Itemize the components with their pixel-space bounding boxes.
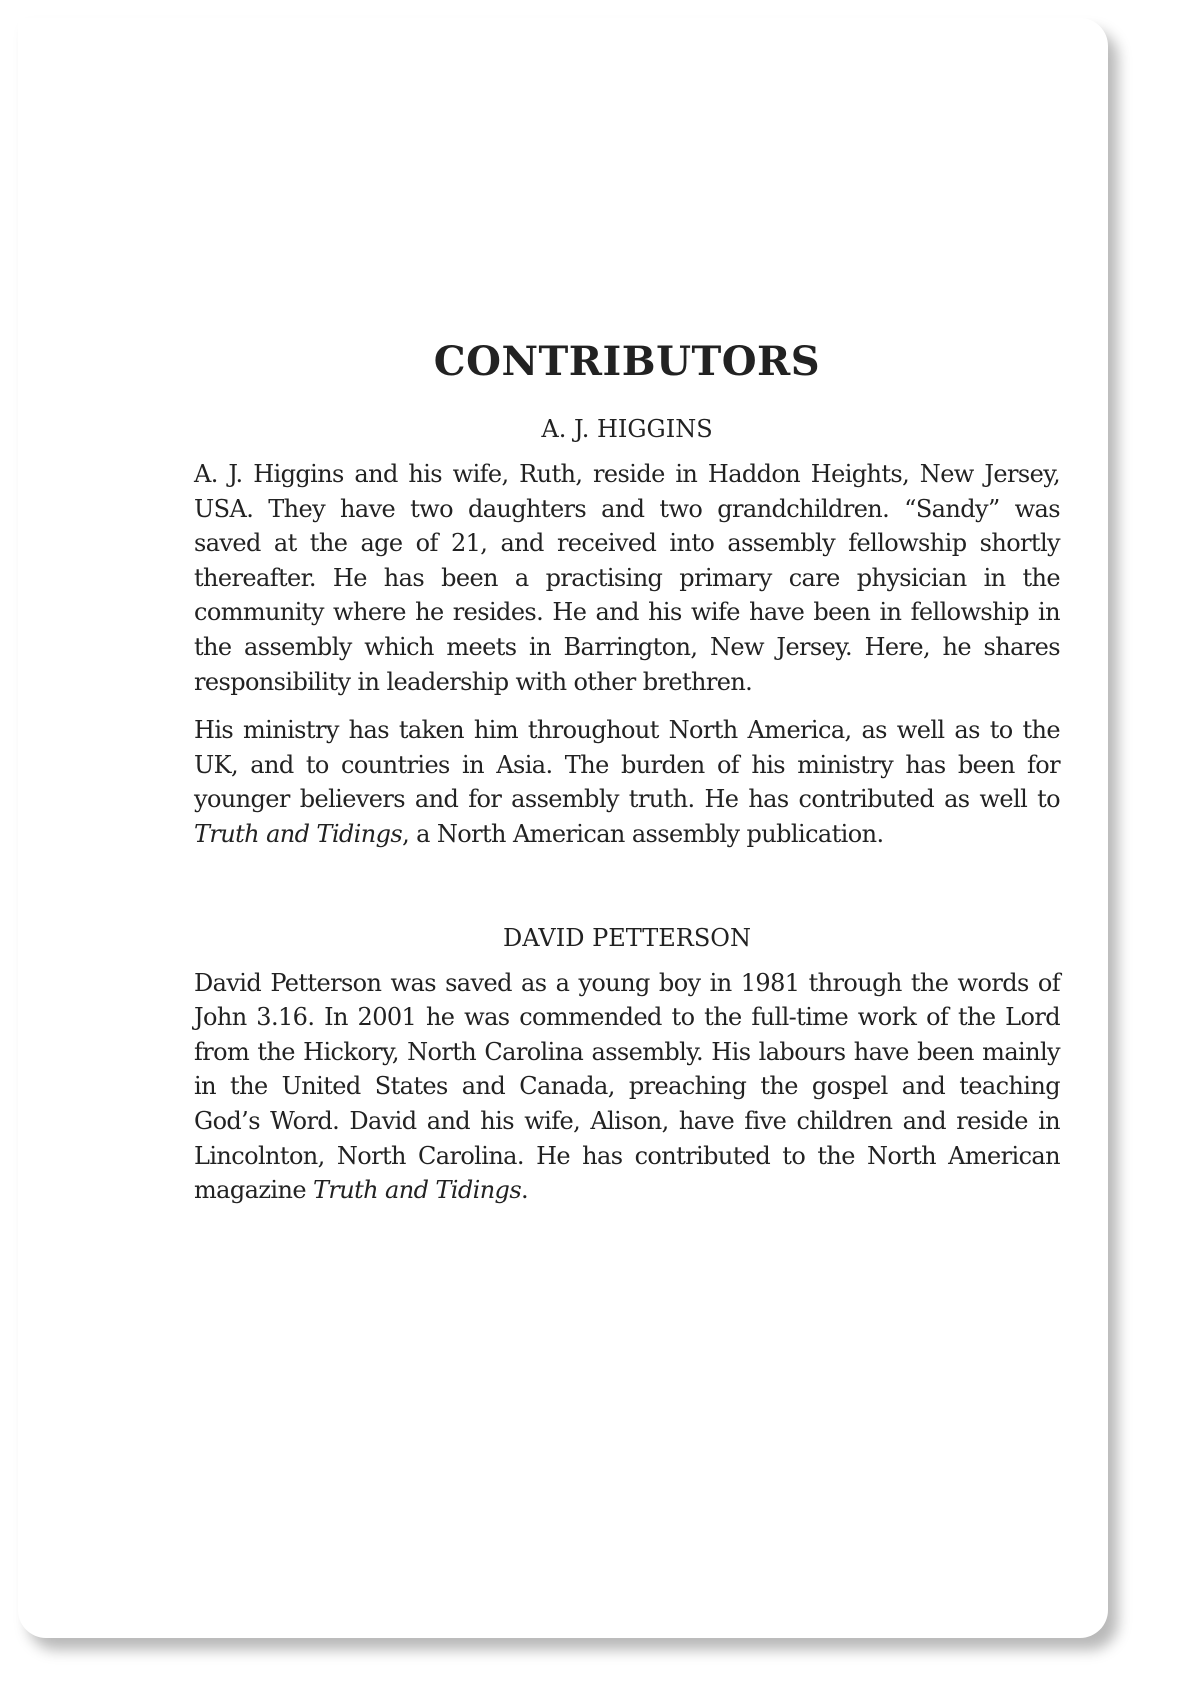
bio-text: David Petterson was saved as a young boy in 1981 through the words of John 3.16. In 2001 he was commended to the full-time work of the Lord from the Hickory, North Carolina assembly. His labours have been mainly in the United States and Canada, preaching the gospel and teaching God’s Word. David and his wife, Alison, have five children and reside in Lincolnton, North Carolina. He has contributed to the North American magazine [194, 968, 1060, 1205]
contributor-bio-paragraph [194, 713, 1060, 851]
publication-title: Truth and Tidings [194, 819, 403, 848]
section-spacer [194, 866, 1060, 924]
publication-title: Truth and Tidings [312, 1176, 522, 1205]
page [18, 18, 1108, 1638]
contributor-name: DAVID PETTERSON [503, 923, 751, 952]
contributor-higgins [194, 415, 1060, 852]
page-content [194, 338, 1060, 1222]
bio-text: , a North American assembly publication. [402, 819, 884, 848]
contributor-name: A. J. HIGGINS [541, 415, 713, 443]
page-title: CONTRIBUTORS [433, 338, 821, 385]
contributor-bio-paragraph [194, 966, 1060, 1208]
contributor-bio-paragraph: A. J. Higgins and his wife, Ruth, reside in Haddon Heights, New Jersey, USA. They have two daughters and two grandchildren. “Sandy” was saved at the age of 21, and received into assembly fellowship shortly thereafter. He has been a practising primary care physician in the community where he resides. He and his wife have been in fellowship in the assembly which meets in Barrington, New Jersey. Here, he shares responsibility in leadership with other brethren. [194, 460, 1060, 696]
bio-text: His ministry has taken him throughout North America, as well as to the UK, and to countries in Asia. The burden of his ministry has been for younger believers and for assembly truth. He has contributed as well to [194, 716, 1060, 814]
bio-text: . [521, 1176, 529, 1205]
contributor-petterson [194, 924, 1060, 1208]
